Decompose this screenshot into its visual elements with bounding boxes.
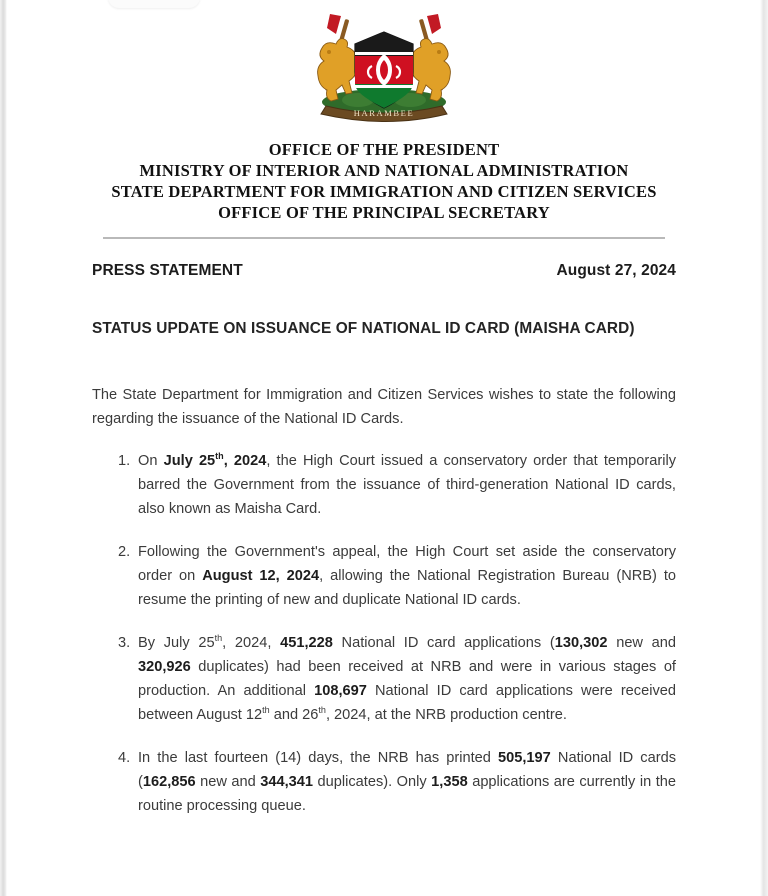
statement-date: August 27, 2024	[556, 262, 676, 279]
emphasis-text: 505,197	[498, 750, 551, 766]
body-text: In the last fourteen (14) days, the NRB has printed	[138, 750, 499, 766]
emphasis-text: 344,341	[260, 774, 314, 790]
statement-point	[92, 449, 676, 521]
emphasis-text: 451,228	[280, 635, 333, 651]
ordinal-suffix: th	[262, 705, 270, 716]
emphasis-text: July 25	[163, 453, 216, 469]
letterhead-line-3: STATE DEPARTMENT FOR IMMIGRATION AND CITIZEN SERVICES	[111, 182, 657, 201]
body-text: , 2024, at the NRB production centre.	[325, 707, 567, 723]
body-text: On	[138, 453, 164, 469]
statement-points-list	[92, 449, 676, 818]
statement-point	[92, 540, 676, 612]
emphasis-text: 320,926	[138, 659, 191, 675]
body-text: , allowing the National Registration Bureau (NRB) to resume the printing of new and duplicate National ID cards.	[138, 568, 676, 608]
body-text: National ID card applications (	[332, 635, 555, 651]
emphasis-text: , 2024	[223, 453, 267, 469]
page-title: STATUS UPDATE ON ISSUANCE OF NATIONAL ID CARD (MAISHA CARD)	[92, 320, 635, 337]
letterhead-line-1: OFFICE OF THE PRESIDENT	[268, 140, 500, 159]
emphasis-text: 1,358	[431, 774, 468, 790]
body-text: , 2024,	[222, 635, 281, 651]
body-text: duplicates) had been received at NRB and were in various stages of production. An additional	[138, 659, 676, 699]
ordinal-suffix: th	[214, 633, 223, 644]
body-text: By July 25	[138, 635, 215, 651]
ordinal-suffix: th	[215, 451, 224, 462]
emphasis-text: 162,856	[142, 774, 196, 790]
emphasis-text: 108,697	[314, 683, 367, 699]
body-text: Following the Government's appeal, the High Court set aside the conservatory order on	[138, 544, 676, 584]
body-text: , the High Court issued a conservatory order that temporarily barred the Government from the issuance of third-generation National ID cards, also known as Maisha Card.	[138, 453, 676, 517]
statement-meta-row	[92, 262, 676, 280]
emblem-motto: HARAMBEE	[353, 108, 415, 118]
body-text: duplicates). Only	[313, 774, 432, 790]
intro-paragraph: The State Department for Immigration and Citizen Services wishes to state the following regarding the issuance of the National ID Cards.	[92, 387, 676, 427]
body-text: applications are currently in the routine processing queue.	[138, 774, 676, 814]
press-statement-label: PRESS STATEMENT	[92, 262, 243, 279]
emphasis-text: 130,302	[554, 635, 608, 651]
body-text: National ID card applications were received between August 12	[138, 683, 676, 723]
kenya-coat-of-arms-icon	[296, 10, 472, 122]
emblem-container	[0, 0, 768, 127]
letterhead-line-4: OFFICE OF THE PRINCIPAL SECRETARY	[218, 203, 550, 222]
header-divider	[103, 237, 665, 239]
body-text: new and	[195, 774, 261, 790]
statement-point	[92, 746, 676, 818]
body-text: new and	[607, 635, 677, 651]
ordinal-suffix: th	[318, 705, 326, 716]
letterhead	[0, 139, 768, 223]
letterhead-line-2: MINISTRY OF INTERIOR AND NATIONAL ADMINISTRATION	[139, 161, 629, 180]
emphasis-text: August 12, 2024	[202, 568, 320, 584]
body-text: and 26	[269, 707, 319, 723]
body-text: National ID cards (	[138, 750, 676, 790]
statement-point	[92, 631, 676, 727]
